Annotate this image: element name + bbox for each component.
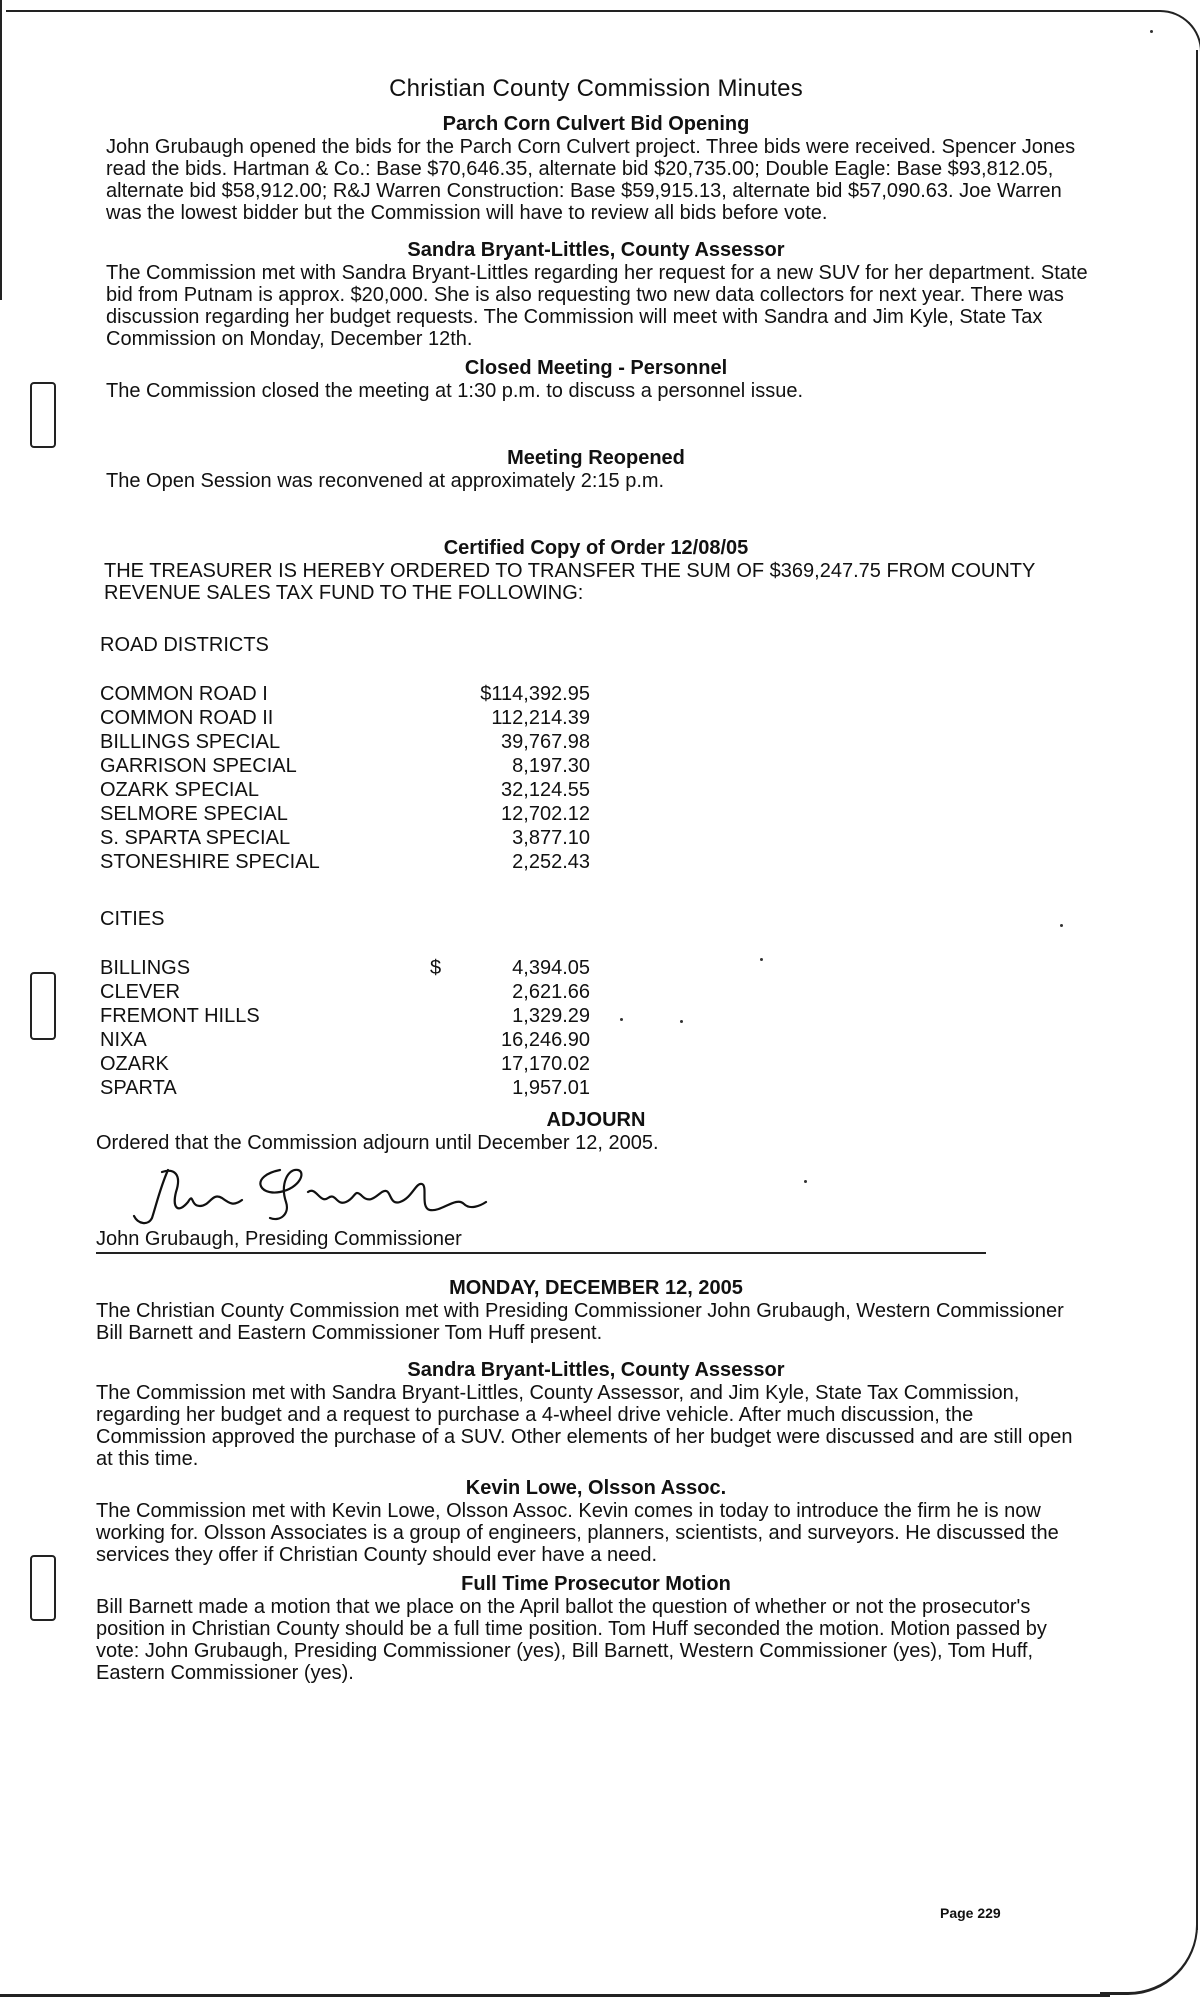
section-heading-prosecutor: Full Time Prosecutor Motion: [461, 1573, 731, 1595]
section-heading-assessor: Sandra Bryant-Littles, County Assessor: [407, 239, 785, 261]
page-edge-left: [0, 0, 2, 300]
road-district-row: [100, 754, 1096, 778]
page-title: Christian County Commission Minutes: [389, 75, 803, 102]
meeting-intro: The Christian County Commission met with Presiding Commissioner John Grubaugh, Western Commissioner Bill Barnett and Eastern Commissioner Tom Huff present.: [96, 1300, 1064, 1344]
scan-speck: [620, 1018, 623, 1021]
scan-speck: [1060, 924, 1063, 927]
signature-icon: [130, 1162, 490, 1232]
road-district-row: [100, 802, 1096, 826]
road-district-name: OZARK SPECIAL: [100, 779, 259, 801]
road-district-amount: 39,767.98: [501, 731, 590, 753]
road-districts-label: ROAD DISTRICTS: [100, 634, 269, 656]
page-corner-bottom-right: [1100, 1900, 1198, 1995]
section-heading-reopened: Meeting Reopened: [507, 447, 685, 469]
road-district-currency: [430, 802, 450, 826]
road-district-row: [100, 850, 1096, 874]
city-row: [100, 1076, 1096, 1100]
road-district-amount: 112,214.39: [491, 707, 590, 729]
city-currency: [430, 1028, 450, 1052]
city-name: SPARTA: [100, 1077, 177, 1099]
city-name: CLEVER: [100, 981, 181, 1003]
city-amount: 1,957.01: [512, 1077, 590, 1099]
signature-line: John Grubaugh, Presiding Commissioner: [96, 1228, 462, 1250]
road-district-currency: [430, 730, 450, 754]
page-edge-top: [6, 10, 1156, 12]
binder-hole-icon: [30, 1555, 56, 1621]
city-amount: 1,329.29: [512, 1005, 590, 1027]
binder-hole-icon: [30, 972, 56, 1040]
road-district-currency: [430, 850, 450, 874]
city-row: [100, 1052, 1096, 1076]
signature-block: [96, 1160, 1096, 1250]
road-district-row: [100, 826, 1096, 850]
order-heading: Certified Copy of Order 12/08/05: [443, 537, 749, 559]
road-district-currency: [430, 826, 450, 850]
section-heading-culvert: Parch Corn Culvert Bid Opening: [442, 113, 750, 135]
city-currency: [430, 1076, 450, 1100]
meeting-date-heading: MONDAY, DECEMBER 12, 2005: [449, 1277, 743, 1299]
city-amount: 2,621.66: [512, 981, 590, 1003]
road-district-currency: [430, 682, 450, 706]
road-district-currency: [430, 754, 450, 778]
city-amount: 17,170.02: [501, 1053, 590, 1075]
city-amount: 16,246.90: [501, 1029, 590, 1051]
city-row: [100, 1004, 1096, 1028]
road-district-name: SELMORE SPECIAL: [100, 803, 288, 825]
page-edge-bottom: [0, 1994, 1110, 1997]
road-district-amount: 2,252.43: [512, 851, 590, 873]
minutes-content: [96, 75, 1096, 1690]
city-currency: $: [430, 957, 442, 979]
road-district-name: GARRISON SPECIAL: [100, 755, 297, 777]
section-body-olsson: The Commission met with Kevin Lowe, Olsson Assoc. Kevin comes in today to introduce the firm he is now working for. Olsson Associates is a group of engineers, planners, scientists, and surveyors. He discussed the services they offer if Christian County should ever have a need.: [96, 1500, 1059, 1566]
scan-speck: [804, 1180, 807, 1183]
road-district-currency: [430, 706, 450, 730]
section-body-culvert: John Grubaugh opened the bids for the Parch Corn Culvert project. Three bids were received. Spencer Jones read the bids. Hartman & Co.: Base $70,646.35, alternate bid $20,735.00; Double Eagle: Base $93,812.05, alternate bid $58,912.00; R&J Warren Construction: Base $59,915.13, alternate bid $57,090.63. Joe Warren was the lowest bidder but the Commission will have to review all bids before vote.: [106, 136, 1076, 224]
city-amount: 4,394.05: [512, 957, 590, 979]
road-district-name: STONESHIRE SPECIAL: [100, 851, 320, 873]
section-body-assessor: The Commission met with Sandra Bryant-Littles regarding her request for a new SUV for her department. State bid from Putnam is approx. $20,000. She is also requesting two new data collectors for next year. There was discussion regarding her budget requests. The Commission will meet with Sandra and Jim Kyle, State Tax Commission on Monday, December 12th.: [106, 262, 1088, 350]
section-heading-assessor-2: Sandra Bryant-Littles, County Assessor: [407, 1359, 785, 1381]
road-districts-list: [100, 682, 1096, 874]
scan-speck: [1150, 30, 1153, 33]
section-heading-olsson: Kevin Lowe, Olsson Assoc.: [465, 1477, 727, 1499]
road-district-row: [100, 682, 1096, 706]
road-district-name: BILLINGS SPECIAL: [100, 731, 281, 753]
section-heading-closed-meeting: Closed Meeting - Personnel: [464, 357, 728, 379]
road-district-amount: $114,392.95: [480, 683, 590, 705]
road-district-row: [100, 778, 1096, 802]
road-district-name: COMMON ROAD I: [100, 683, 268, 705]
page-edge-right: [1196, 50, 1198, 1930]
city-name: NIXA: [100, 1029, 147, 1051]
section-divider: [96, 1252, 986, 1254]
section-body-closed-meeting: The Commission closed the meeting at 1:30 p.m. to discuss a personnel issue.: [106, 380, 804, 402]
scan-speck: [680, 1020, 683, 1023]
section-body-reopened: The Open Session was reconvened at approximately 2:15 p.m.: [106, 470, 665, 492]
city-currency: [430, 1004, 450, 1028]
city-name: BILLINGS: [100, 957, 191, 979]
road-district-row: [100, 730, 1096, 754]
page-number: Page 229: [940, 1905, 1001, 1921]
road-district-currency: [430, 778, 450, 802]
city-currency: [430, 1052, 450, 1076]
cities-list: [100, 956, 1096, 1100]
adjourn-heading: ADJOURN: [546, 1109, 646, 1131]
adjourn-body: Ordered that the Commission adjourn until December 12, 2005.: [96, 1132, 659, 1154]
city-row: [100, 956, 1096, 980]
road-district-row: [100, 706, 1096, 730]
city-name: OZARK: [100, 1053, 169, 1075]
city-row: [100, 980, 1096, 1004]
city-name: FREMONT HILLS: [100, 1005, 260, 1027]
section-body-prosecutor: Bill Barnett made a motion that we place on the April ballot the question of whether or not the prosecutor's position in Christian County should be a full time position. Tom Huff seconded the motion. Motion passed by vote: John Grubaugh, Presiding Commissioner (yes), Bill Barnett, Western Commissioner (yes), Tom Huff, Eastern Commissioner (yes).: [96, 1596, 1047, 1684]
road-district-amount: 8,197.30: [512, 755, 590, 777]
page-corner-top-right: [1120, 10, 1200, 52]
section-body-assessor-2: The Commission met with Sandra Bryant-Littles, County Assessor, and Jim Kyle, State Tax Commission, regarding her budget and a request to purchase a 4-wheel drive vehicle. After much discussion, the Commission approved the purchase of a SUV. Other elements of her budget were discussed and are still open at this time.: [96, 1382, 1073, 1470]
road-district-amount: 12,702.12: [501, 803, 590, 825]
road-district-amount: 3,877.10: [512, 827, 590, 849]
binder-hole-icon: [30, 382, 56, 448]
order-body: THE TREASURER IS HEREBY ORDERED TO TRANSFER THE SUM OF $369,247.75 FROM COUNTY REVENUE SALES TAX FUND TO THE FOLLOWING:: [104, 560, 1035, 604]
road-district-name: COMMON ROAD II: [100, 707, 274, 729]
road-district-name: S. SPARTA SPECIAL: [100, 827, 291, 849]
scan-speck: [760, 958, 763, 961]
cities-label: CITIES: [100, 908, 165, 930]
city-currency: [430, 980, 450, 1004]
city-row: [100, 1028, 1096, 1052]
road-district-amount: 32,124.55: [501, 779, 590, 801]
